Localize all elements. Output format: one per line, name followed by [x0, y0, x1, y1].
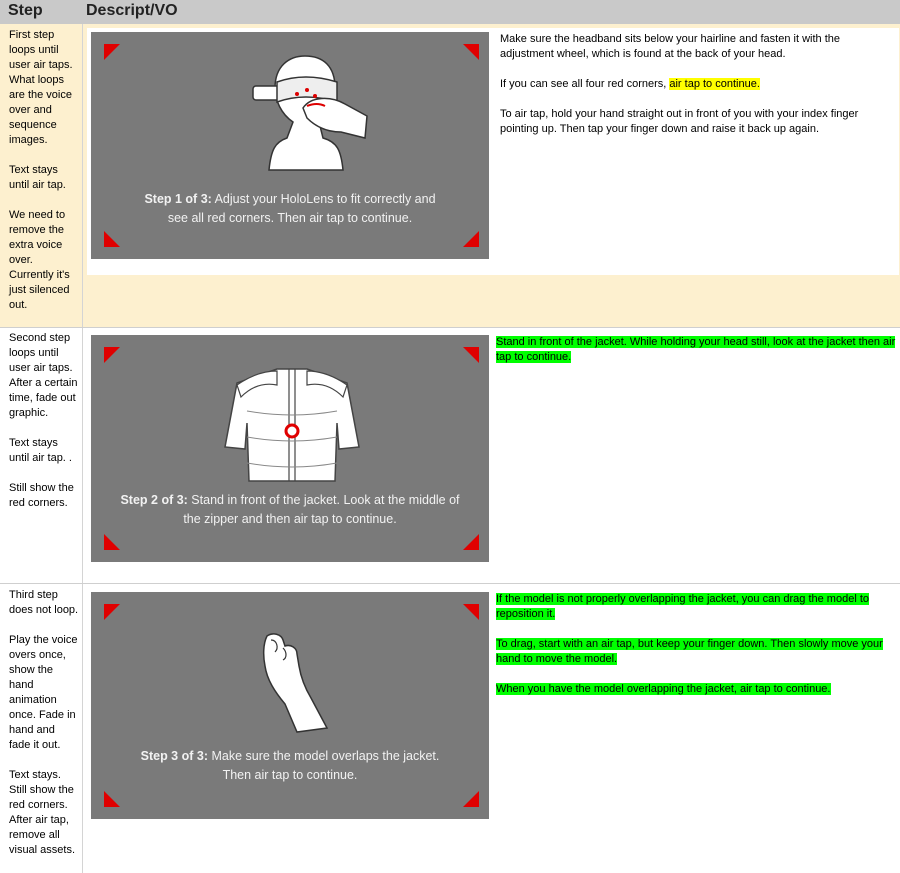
- caption-text: Then air tap to continue.: [222, 768, 358, 782]
- vo-highlight-green: If the model is not properly overlapping the jacket, you can drag the model to reposition it.: [496, 593, 869, 620]
- step-2-note: Second step loops until user air taps. After a certain time, fade out graphic.: [9, 332, 78, 419]
- vo-paragraph: [500, 77, 870, 92]
- hand-drag-illustration: [253, 630, 333, 734]
- caption-text: Make sure the model overlaps the jacket.: [208, 749, 440, 763]
- vo-highlight-green: When you have the model overlapping the jacket, air tap to continue.: [496, 683, 831, 695]
- vo-paragraph: [496, 335, 898, 365]
- step-2-caption: [91, 491, 489, 529]
- caption-step-label: Step 1 of 3:: [144, 192, 212, 206]
- header-descript-vo: Descript/VO: [86, 2, 178, 19]
- caption-text: Adjust your HoloLens to fit correctly and: [211, 192, 436, 206]
- red-corner-top-left: [104, 347, 120, 363]
- step-1-note: We need to remove the extra voice over. Currently it's just silenced out.: [9, 209, 70, 311]
- vo-paragraph: Make sure the headband sits below your hairline and fasten it with the adjustment wheel, which is found at the back of your head.: [500, 33, 840, 60]
- caption-step-label: Step 2 of 3:: [120, 493, 188, 507]
- step-2-voice-over: [496, 335, 898, 380]
- red-corner-bottom-right: [463, 534, 479, 550]
- red-corner-bottom-left: [104, 791, 120, 807]
- caption-text: Stand in front of the jacket. Look at the middle of: [187, 493, 460, 507]
- red-corner-bottom-left: [104, 534, 120, 550]
- step-1-voice-over: [500, 32, 870, 152]
- red-corner-bottom-right: [463, 791, 479, 807]
- vo-paragraph: [496, 682, 898, 697]
- step-3-voice-over: [496, 592, 898, 712]
- step-3-notes: [9, 588, 79, 873]
- row-divider-2: [0, 583, 900, 584]
- vo-highlight-green: Stand in front of the jacket. While holding your head still, look at the jacket then air tap to continue.: [496, 336, 896, 363]
- caption-text: see all red corners. Then air tap to continue.: [167, 211, 413, 225]
- table-header: [0, 0, 900, 24]
- step-2-notes: [9, 331, 79, 526]
- vo-highlight-yellow: air tap to continue.: [669, 78, 760, 90]
- step-1-note: Text stays until air tap.: [9, 164, 66, 191]
- header-step: Step: [8, 2, 43, 19]
- vo-paragraph: To air tap, hold your hand straight out in front of you with your index finger pointing up. Then tap your finger down and raise it back up again.: [500, 108, 859, 135]
- step-2-note: Still show the red corners.: [9, 482, 74, 509]
- red-corner-top-left: [104, 44, 120, 60]
- head-with-hololens-illustration: [241, 52, 371, 172]
- column-divider: [82, 24, 83, 873]
- step-1-caption: [91, 190, 489, 228]
- step-1-screen: [91, 32, 489, 259]
- caption-step-label: Step 3 of 3:: [140, 749, 208, 763]
- vo-paragraph: [496, 637, 898, 667]
- jacket-illustration: [217, 363, 367, 483]
- red-corner-top-right: [463, 347, 479, 363]
- step-3-caption: [91, 747, 489, 785]
- row-divider-1: [0, 327, 900, 328]
- step-3-note: Play the voice overs once, show the hand animation once. Fade in hand and fade it out.: [9, 634, 78, 751]
- red-corner-top-right: [463, 44, 479, 60]
- vo-text: If you can see all four red corners,: [500, 78, 670, 90]
- vo-highlight-green: To drag, start with an air tap, but keep your finger down. Then slowly move your hand to move the model.: [496, 638, 883, 665]
- step-3-screen: [91, 592, 489, 819]
- step-1-notes: [9, 28, 79, 328]
- caption-text: the zipper and then air tap to continue.: [183, 512, 397, 526]
- step-1-note: First step loops until user air taps. What loops are the voice over and sequence images.: [9, 29, 73, 146]
- step-2-screen: [91, 335, 489, 562]
- step-3-note: Third step does not loop.: [9, 589, 79, 616]
- red-corner-bottom-left: [104, 231, 120, 247]
- red-corner-top-right: [463, 604, 479, 620]
- red-corner-bottom-right: [463, 231, 479, 247]
- step-3-note: Text stays. Still show the red corners. After air tap, remove all visual assets.: [9, 769, 76, 856]
- step-2-note: Text stays until air tap. .: [9, 437, 72, 464]
- vo-paragraph: [496, 592, 898, 622]
- red-corner-top-left: [104, 604, 120, 620]
